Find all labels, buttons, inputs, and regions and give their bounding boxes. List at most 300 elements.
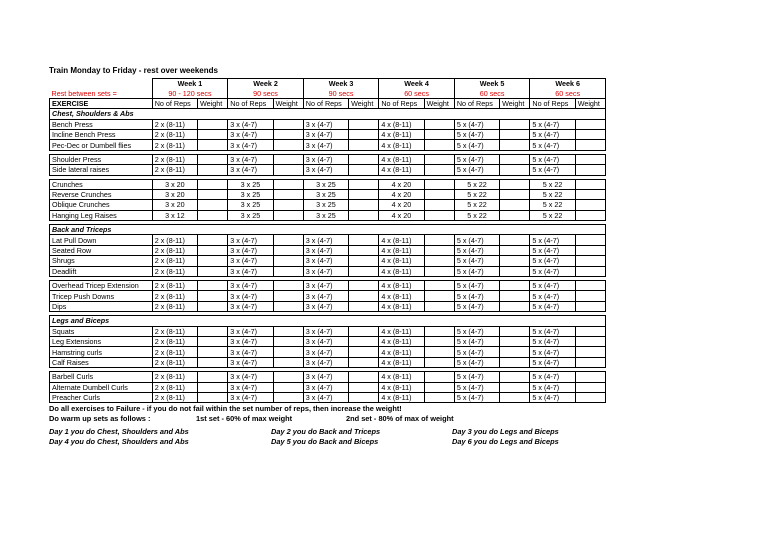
exercise-name: Lat Pull Down (50, 235, 153, 245)
weight-cell[interactable] (424, 179, 454, 189)
weight-cell[interactable] (273, 119, 303, 129)
week-label: Week 2 (228, 79, 304, 89)
reps-cell: 2 x (8-11) (152, 245, 197, 255)
reps-cell: 2 x (8-11) (152, 382, 197, 392)
reps-cell: 2 x (8-11) (152, 336, 197, 346)
reps-cell: 3 x 20 (152, 179, 197, 189)
reps-cell: 3 x (4-7) (303, 140, 348, 150)
exercise-name: Pec-Dec or Dumbell flies (50, 140, 153, 150)
reps-cell: 4 x (8-11) (379, 382, 424, 392)
reps-cell: 5 x (4-7) (454, 392, 499, 402)
exercise-name: Crunches (50, 179, 153, 189)
reps-cell: 4 x 20 (379, 200, 424, 210)
weight-cell[interactable] (198, 291, 228, 301)
weight-cell[interactable] (575, 189, 605, 199)
weight-cell[interactable] (349, 129, 379, 139)
header-rest-row (50, 88, 606, 98)
exercise-name: Dips (50, 301, 153, 311)
reps-cell: 2 x (8-11) (152, 140, 197, 150)
weight-cell[interactable] (273, 179, 303, 189)
weight-cell[interactable] (575, 235, 605, 245)
weight-cell[interactable] (575, 291, 605, 301)
weight-cell[interactable] (424, 129, 454, 139)
reps-cell: 5 x (4-7) (454, 154, 499, 164)
weight-cell[interactable] (349, 336, 379, 346)
reps-cell: 3 x (4-7) (228, 357, 273, 367)
reps-cell: 3 x (4-7) (303, 119, 348, 129)
reps-cell: 2 x (8-11) (152, 357, 197, 367)
weight-cell[interactable] (424, 301, 454, 311)
weight-cell[interactable] (273, 382, 303, 392)
weight-cell[interactable] (500, 326, 530, 336)
weight-cell[interactable] (500, 382, 530, 392)
weight-cell[interactable] (349, 210, 379, 220)
week-rest: 90 - 120 secs (152, 88, 228, 98)
weight-cell[interactable] (273, 291, 303, 301)
weight-cell[interactable] (273, 372, 303, 382)
weight-cell[interactable] (198, 326, 228, 336)
weight-cell[interactable] (198, 256, 228, 266)
reps-cell: 3 x (4-7) (228, 245, 273, 255)
day-4: Day 4 you do Chest, Shoulders and Abs (49, 436, 189, 446)
weight-cell[interactable] (273, 357, 303, 367)
weight-cell[interactable] (273, 347, 303, 357)
reps-cell: 2 x (8-11) (152, 235, 197, 245)
weight-cell[interactable] (198, 336, 228, 346)
weight-cell[interactable] (575, 179, 605, 189)
weight-cell[interactable] (575, 357, 605, 367)
weight-cell[interactable] (198, 357, 228, 367)
weight-cell[interactable] (500, 179, 530, 189)
weight-cell[interactable] (273, 266, 303, 276)
week-label: Week 3 (303, 79, 379, 89)
weight-cell[interactable] (575, 200, 605, 210)
day-5: Day 5 you do Back and Biceps (271, 436, 379, 446)
weight-cell[interactable] (575, 392, 605, 402)
weight-cell[interactable] (349, 266, 379, 276)
weight-cell[interactable] (424, 266, 454, 276)
weight-cell[interactable] (500, 140, 530, 150)
reps-cell: 3 x (4-7) (228, 235, 273, 245)
reps-cell: 3 x (4-7) (228, 326, 273, 336)
workout-sheet (49, 66, 609, 447)
exercise-row (50, 357, 606, 367)
reps-cell: 5 x (4-7) (530, 140, 575, 150)
reps-cell: 5 x (4-7) (530, 372, 575, 382)
reps-cell: 3 x 20 (152, 189, 197, 199)
section-heading: Legs and Biceps (50, 316, 606, 326)
reps-cell: 2 x (8-11) (152, 154, 197, 164)
reps-cell: 3 x (4-7) (228, 291, 273, 301)
exercise-row (50, 210, 606, 220)
workout-table (49, 78, 606, 403)
reps-cell: 2 x (8-11) (152, 291, 197, 301)
exercise-name: Seated Row (50, 245, 153, 255)
exercise-row (50, 291, 606, 301)
reps-cell: 4 x (8-11) (379, 256, 424, 266)
first-set-note: 1st set - 60% of max weight (196, 413, 293, 423)
weight-cell[interactable] (349, 326, 379, 336)
weight-cell[interactable] (424, 392, 454, 402)
weight-cell[interactable] (198, 179, 228, 189)
reps-cell: 3 x (4-7) (303, 392, 348, 402)
reps-cell: 4 x (8-11) (379, 372, 424, 382)
reps-cell: 5 x 22 (530, 189, 575, 199)
section-heading-row (50, 225, 606, 235)
exercise-name: Overhead Tricep Extension (50, 281, 153, 291)
day-3: Day 3 you do Legs and Biceps (452, 426, 559, 436)
reps-cell: 5 x (4-7) (530, 281, 575, 291)
weight-cell[interactable] (198, 382, 228, 392)
weight-cell[interactable] (349, 165, 379, 175)
weight-cell[interactable] (273, 326, 303, 336)
exercise-row (50, 235, 606, 245)
weight-cell[interactable] (273, 210, 303, 220)
reps-cell: 3 x 12 (152, 210, 197, 220)
sheet-title: Train Monday to Friday - rest over weekends (49, 66, 218, 75)
weight-cell[interactable] (273, 140, 303, 150)
reps-cell: 3 x (4-7) (303, 281, 348, 291)
week-label: Week 5 (454, 79, 530, 89)
exercise-row (50, 189, 606, 199)
warmup-label: Do warm up sets as follows : (49, 413, 151, 423)
section-heading: Back and Triceps (50, 225, 606, 235)
weight-cell[interactable] (575, 336, 605, 346)
weight-cell[interactable] (424, 165, 454, 175)
reps-cell: 5 x (4-7) (454, 235, 499, 245)
weight-cell[interactable] (349, 235, 379, 245)
weight-cell[interactable] (198, 301, 228, 311)
reps-cell: 3 x 25 (228, 189, 273, 199)
reps-cell: 3 x (4-7) (303, 382, 348, 392)
exercise-row (50, 336, 606, 346)
reps-cell: 5 x (4-7) (454, 245, 499, 255)
section-heading: Chest, Shoulders & Abs (50, 109, 606, 119)
weight-cell[interactable] (500, 189, 530, 199)
weight-cell[interactable] (198, 372, 228, 382)
reps-cell: 5 x (4-7) (454, 129, 499, 139)
weight-cell[interactable] (424, 382, 454, 392)
section-heading-row (50, 109, 606, 119)
weight-cell[interactable] (349, 291, 379, 301)
week-label: Week 1 (152, 79, 228, 89)
reps-header: No of Reps (379, 98, 424, 108)
reps-cell: 2 x (8-11) (152, 372, 197, 382)
weight-cell[interactable] (500, 291, 530, 301)
weight-cell[interactable] (575, 301, 605, 311)
week-label: Week 6 (530, 79, 606, 89)
exercise-name: Reverse Crunches (50, 189, 153, 199)
weight-cell[interactable] (575, 119, 605, 129)
weight-cell[interactable] (424, 347, 454, 357)
weight-cell[interactable] (198, 210, 228, 220)
exercise-row (50, 140, 606, 150)
reps-cell: 3 x (4-7) (228, 129, 273, 139)
reps-cell: 4 x (8-11) (379, 235, 424, 245)
weight-header: Weight (424, 98, 454, 108)
weight-cell[interactable] (198, 189, 228, 199)
weight-cell[interactable] (349, 189, 379, 199)
weight-cell[interactable] (424, 119, 454, 129)
weight-cell[interactable] (349, 357, 379, 367)
weight-cell[interactable] (500, 200, 530, 210)
exercise-row (50, 129, 606, 139)
reps-cell: 5 x (4-7) (530, 301, 575, 311)
warmup-note (49, 414, 609, 424)
weight-cell[interactable] (273, 256, 303, 266)
weight-cell[interactable] (500, 357, 530, 367)
reps-cell: 3 x (4-7) (228, 281, 273, 291)
weight-cell[interactable] (198, 119, 228, 129)
weight-cell[interactable] (424, 210, 454, 220)
reps-cell: 3 x (4-7) (303, 336, 348, 346)
weight-cell[interactable] (349, 245, 379, 255)
weight-cell[interactable] (424, 326, 454, 336)
weight-cell[interactable] (500, 347, 530, 357)
reps-cell: 5 x (4-7) (454, 372, 499, 382)
reps-cell: 4 x (8-11) (379, 392, 424, 402)
reps-cell: 4 x 20 (379, 210, 424, 220)
reps-cell: 5 x (4-7) (530, 291, 575, 301)
weight-header: Weight (575, 98, 605, 108)
reps-cell: 2 x (8-11) (152, 347, 197, 357)
reps-cell: 3 x (4-7) (303, 266, 348, 276)
reps-cell: 5 x (4-7) (530, 392, 575, 402)
weight-cell[interactable] (198, 154, 228, 164)
weight-cell[interactable] (349, 372, 379, 382)
reps-cell: 3 x (4-7) (228, 256, 273, 266)
weight-cell[interactable] (198, 392, 228, 402)
weight-cell[interactable] (575, 140, 605, 150)
weight-cell[interactable] (349, 347, 379, 357)
weight-cell[interactable] (500, 256, 530, 266)
weight-cell[interactable] (349, 281, 379, 291)
weight-cell[interactable] (424, 357, 454, 367)
weight-cell[interactable] (273, 154, 303, 164)
exercise-name: Incline Bench Press (50, 129, 153, 139)
reps-header: No of Reps (303, 98, 348, 108)
weight-cell[interactable] (424, 291, 454, 301)
weight-cell[interactable] (575, 210, 605, 220)
reps-cell: 3 x (4-7) (303, 235, 348, 245)
reps-cell: 3 x (4-7) (228, 347, 273, 357)
weight-cell[interactable] (424, 200, 454, 210)
reps-cell: 3 x (4-7) (228, 392, 273, 402)
weight-cell[interactable] (500, 129, 530, 139)
reps-cell: 5 x (4-7) (454, 256, 499, 266)
exercise-row (50, 179, 606, 189)
reps-cell: 5 x (4-7) (454, 119, 499, 129)
day-2: Day 2 you do Back and Triceps (271, 426, 381, 436)
reps-cell: 2 x (8-11) (152, 392, 197, 402)
exercise-name: Preacher Curls (50, 392, 153, 402)
exercise-row (50, 266, 606, 276)
weight-cell[interactable] (349, 392, 379, 402)
reps-cell: 3 x (4-7) (303, 154, 348, 164)
weight-cell[interactable] (273, 200, 303, 210)
reps-cell: 5 x 22 (530, 179, 575, 189)
exercise-row (50, 347, 606, 357)
weight-cell[interactable] (500, 301, 530, 311)
weight-cell[interactable] (424, 245, 454, 255)
reps-cell: 5 x (4-7) (454, 382, 499, 392)
weight-cell[interactable] (575, 382, 605, 392)
reps-cell: 5 x 22 (454, 179, 499, 189)
weight-cell[interactable] (500, 336, 530, 346)
reps-cell: 5 x (4-7) (454, 357, 499, 367)
reps-cell: 4 x (8-11) (379, 291, 424, 301)
weight-cell[interactable] (349, 119, 379, 129)
reps-header: No of Reps (228, 98, 273, 108)
reps-cell: 4 x (8-11) (379, 266, 424, 276)
weight-cell[interactable] (575, 154, 605, 164)
reps-header: No of Reps (454, 98, 499, 108)
weight-cell[interactable] (575, 326, 605, 336)
weight-cell[interactable] (198, 140, 228, 150)
day-6: Day 6 you do Legs and Biceps (452, 436, 559, 446)
exercise-row (50, 326, 606, 336)
weight-cell[interactable] (273, 165, 303, 175)
exercise-row (50, 392, 606, 402)
weight-cell[interactable] (575, 165, 605, 175)
weight-cell[interactable] (500, 392, 530, 402)
reps-cell: 3 x (4-7) (228, 301, 273, 311)
weight-cell[interactable] (198, 235, 228, 245)
weight-cell[interactable] (198, 281, 228, 291)
weight-cell[interactable] (424, 235, 454, 245)
weight-cell[interactable] (198, 165, 228, 175)
weight-cell[interactable] (424, 372, 454, 382)
reps-cell: 4 x (8-11) (379, 336, 424, 346)
reps-cell: 2 x (8-11) (152, 165, 197, 175)
weight-cell[interactable] (424, 281, 454, 291)
weight-cell[interactable] (500, 266, 530, 276)
weight-cell[interactable] (273, 129, 303, 139)
week-rest: 90 secs (228, 88, 304, 98)
weight-cell[interactable] (198, 129, 228, 139)
reps-cell: 5 x (4-7) (454, 281, 499, 291)
weight-cell[interactable] (575, 347, 605, 357)
weight-cell[interactable] (273, 301, 303, 311)
weight-cell[interactable] (500, 165, 530, 175)
reps-cell: 5 x (4-7) (530, 165, 575, 175)
reps-cell: 4 x (8-11) (379, 140, 424, 150)
reps-cell: 4 x (8-11) (379, 281, 424, 291)
reps-cell: 3 x (4-7) (303, 301, 348, 311)
weight-cell[interactable] (575, 372, 605, 382)
weight-cell[interactable] (273, 189, 303, 199)
reps-cell: 3 x (4-7) (228, 154, 273, 164)
weight-cell[interactable] (500, 372, 530, 382)
reps-cell: 4 x (8-11) (379, 154, 424, 164)
reps-cell: 3 x (4-7) (303, 256, 348, 266)
exercise-row (50, 154, 606, 164)
weight-cell[interactable] (349, 256, 379, 266)
weight-cell[interactable] (500, 281, 530, 291)
reps-cell: 5 x 22 (454, 200, 499, 210)
weight-cell[interactable] (273, 392, 303, 402)
reps-cell: 3 x (4-7) (303, 129, 348, 139)
reps-cell: 3 x (4-7) (303, 326, 348, 336)
weight-cell[interactable] (198, 347, 228, 357)
reps-cell: 4 x 20 (379, 189, 424, 199)
reps-cell: 5 x (4-7) (530, 357, 575, 367)
weight-cell[interactable] (349, 200, 379, 210)
reps-cell: 4 x (8-11) (379, 357, 424, 367)
weight-cell[interactable] (575, 256, 605, 266)
exercise-row (50, 301, 606, 311)
reps-cell: 3 x (4-7) (303, 372, 348, 382)
reps-cell: 2 x (8-11) (152, 129, 197, 139)
weight-cell[interactable] (424, 256, 454, 266)
weight-cell[interactable] (424, 140, 454, 150)
weight-cell[interactable] (424, 154, 454, 164)
weight-cell[interactable] (424, 189, 454, 199)
weight-cell[interactable] (575, 266, 605, 276)
section-heading-row (50, 316, 606, 326)
weight-cell[interactable] (500, 235, 530, 245)
reps-cell: 5 x (4-7) (530, 326, 575, 336)
weight-cell[interactable] (575, 129, 605, 139)
reps-header: No of Reps (152, 98, 197, 108)
weight-cell[interactable] (500, 119, 530, 129)
reps-cell: 2 x (8-11) (152, 119, 197, 129)
weight-cell[interactable] (500, 154, 530, 164)
week-rest: 60 secs (530, 88, 606, 98)
weight-cell[interactable] (349, 301, 379, 311)
exercise-name: Squats (50, 326, 153, 336)
weight-cell[interactable] (575, 281, 605, 291)
weight-cell[interactable] (273, 281, 303, 291)
weight-cell[interactable] (500, 210, 530, 220)
weight-header: Weight (273, 98, 303, 108)
weight-header: Weight (198, 98, 228, 108)
weight-cell[interactable] (198, 266, 228, 276)
reps-cell: 5 x (4-7) (454, 301, 499, 311)
reps-cell: 5 x (4-7) (530, 336, 575, 346)
exercise-name: Side lateral raises (50, 165, 153, 175)
exercise-row (50, 382, 606, 392)
weight-cell[interactable] (273, 245, 303, 255)
weight-cell[interactable] (273, 336, 303, 346)
weight-cell[interactable] (198, 245, 228, 255)
second-set-note: 2nd set - 80% of max of weight (346, 413, 454, 423)
weight-cell[interactable] (198, 200, 228, 210)
weight-cell[interactable] (349, 154, 379, 164)
weight-cell[interactable] (349, 179, 379, 189)
reps-cell: 5 x (4-7) (454, 291, 499, 301)
reps-cell: 5 x (4-7) (530, 154, 575, 164)
reps-cell: 5 x (4-7) (530, 119, 575, 129)
week-rest: 60 secs (379, 88, 455, 98)
reps-cell: 5 x (4-7) (454, 336, 499, 346)
reps-cell: 2 x (8-11) (152, 266, 197, 276)
weight-cell[interactable] (500, 245, 530, 255)
reps-cell: 5 x 22 (530, 200, 575, 210)
weight-cell[interactable] (273, 235, 303, 245)
reps-cell: 3 x (4-7) (303, 347, 348, 357)
weight-cell[interactable] (575, 245, 605, 255)
reps-cell: 5 x (4-7) (454, 165, 499, 175)
weight-cell[interactable] (349, 140, 379, 150)
reps-cell: 4 x (8-11) (379, 129, 424, 139)
weight-cell[interactable] (349, 382, 379, 392)
exercise-name: Leg Extensions (50, 336, 153, 346)
exercise-row (50, 256, 606, 266)
reps-cell: 4 x 20 (379, 179, 424, 189)
reps-cell: 5 x (4-7) (454, 140, 499, 150)
weight-cell[interactable] (424, 336, 454, 346)
